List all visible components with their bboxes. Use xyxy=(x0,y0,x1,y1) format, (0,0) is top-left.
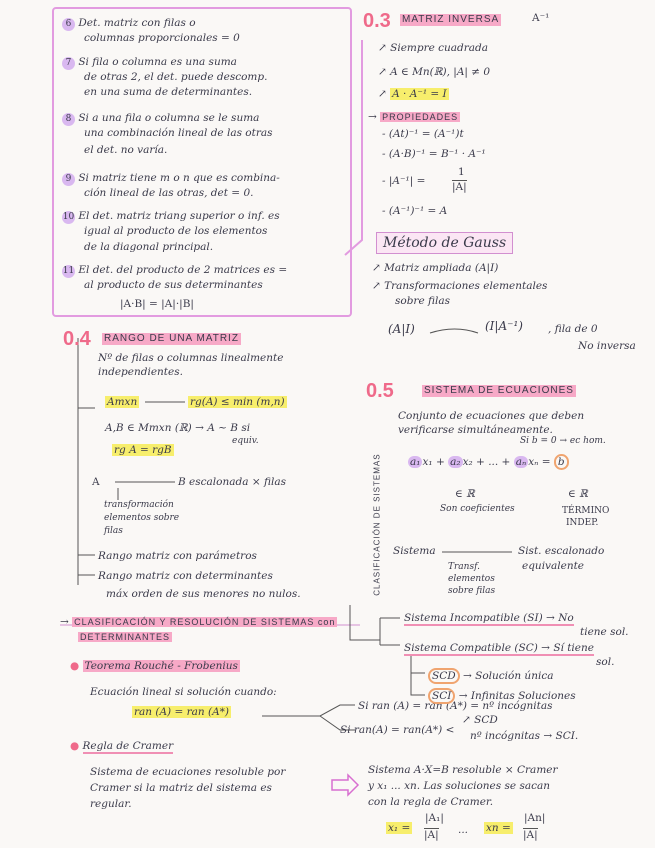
text: Sist. escalonado xyxy=(518,545,605,557)
fraction-denominator: |A| xyxy=(452,181,467,193)
item-11 xyxy=(62,264,287,278)
formula: rg A = rgB xyxy=(114,444,172,456)
text: Siempre cuadrada xyxy=(390,42,489,54)
properties-label: PROPIEDADES xyxy=(382,112,459,122)
item-text: Si matriz tiene m o n que es combina- xyxy=(78,172,280,184)
indep-term: b xyxy=(554,454,569,470)
text: Transformaciones elementales xyxy=(384,280,548,292)
text-line: - |A⁻¹| = xyxy=(382,175,426,187)
title: DETERMINANTES xyxy=(80,632,171,642)
number-badge: 8 xyxy=(62,113,75,126)
text-line xyxy=(428,688,576,704)
list-item: ● Regla de Cramer xyxy=(70,740,174,752)
text-line: con la regla de Cramer. xyxy=(368,796,494,808)
section-title: MATRIZ INVERSA xyxy=(402,14,500,25)
text: → Solución única xyxy=(463,670,554,682)
text-line: independientes. xyxy=(98,366,183,378)
formula: A xyxy=(92,476,100,488)
text: equiv. xyxy=(232,436,259,446)
formula: x₁ = xyxy=(388,822,411,834)
text-line: Si ran(A) = ran(A*) < xyxy=(340,724,455,736)
text-line: Ecuación lineal si solución cuando: xyxy=(90,686,277,698)
side-label: CLASIFICACIÓN DE SISTEMAS xyxy=(372,453,382,596)
text: sobre filas xyxy=(448,586,496,596)
text-line: ↗ Transformaciones elementales xyxy=(372,280,548,292)
item-text: Det. matriz con filas o xyxy=(78,17,196,29)
text-line: → PROPIEDADES xyxy=(368,111,459,123)
text-line: Si ran (A) = ran (A*) = nº incógnitas xyxy=(358,700,553,712)
text-line: ↗ A · A⁻¹ = I xyxy=(378,88,447,100)
gauss-title: Método de Gauss xyxy=(376,232,513,254)
text: elementos sobre xyxy=(104,513,180,523)
item-6 xyxy=(62,17,196,31)
text: INDEP. xyxy=(566,518,599,528)
rouche-title: Teorema Rouché - Frobenius xyxy=(84,660,238,672)
formula: rg(A) ≤ min (m,n) xyxy=(190,396,285,408)
text: tiene sol. xyxy=(580,626,629,638)
text: sobre filas xyxy=(395,295,451,307)
formula: (I|A⁻¹) xyxy=(485,319,523,333)
fraction-numerator: 1 xyxy=(458,166,465,178)
text: B escalonada × filas xyxy=(178,476,286,488)
fraction-denominator: |A| xyxy=(523,829,538,841)
text-line: Sistema de ecuaciones resoluble por xyxy=(90,766,286,778)
text: transformación xyxy=(104,500,174,510)
text: ∈ ℝ xyxy=(455,488,475,500)
clasif-title: → CLASIFICACIÓN Y RESOLUCIÓN DE SISTEMAS con xyxy=(60,616,336,628)
formula: (At)⁻¹ = (A⁻¹)t xyxy=(388,128,464,140)
text: x₂ + ... + xyxy=(462,456,511,468)
section-number: 0.5 xyxy=(366,380,394,402)
text: ∈ ℝ xyxy=(568,488,588,500)
text-line: Rango matriz con parámetros xyxy=(98,550,257,562)
item-text: ción lineal de las otras, det = 0. xyxy=(84,187,254,199)
inverse-symbol: A⁻¹ xyxy=(532,12,550,24)
number-badge: 10 xyxy=(62,212,75,222)
formula: |A·B| = |A|·|B| xyxy=(120,298,194,310)
text-line: A,B ∈ Mmxn (ℝ) → A ~ B si xyxy=(105,422,251,434)
section-title: SISTEMA DE ECUACIONES xyxy=(424,385,574,396)
item-7 xyxy=(62,56,237,70)
text: Si b = 0 → ec hom. xyxy=(520,436,606,446)
text: , fila de 0 xyxy=(548,323,598,335)
text: No inversa xyxy=(578,340,636,352)
item-10 xyxy=(62,210,280,224)
coef: a₁ xyxy=(410,456,421,468)
text-line: ↗ A ∈ Mn(ℝ), |A| ≠ 0 xyxy=(378,66,491,78)
text-line: - (A⁻¹)⁻¹ = A xyxy=(382,205,448,217)
section-number: 0.4 xyxy=(63,328,91,350)
formula: ran (A) = ran (A*) xyxy=(134,706,230,718)
text: → Infinitas Soluciones xyxy=(458,690,576,702)
formula: Amxn xyxy=(107,396,138,408)
text-line: - (A·B)⁻¹ = B⁻¹ · A⁻¹ xyxy=(382,148,486,160)
text: Sistema Compatible (SC) → Sí tiene xyxy=(404,642,594,656)
text-line: - (At)⁻¹ = (A⁻¹)t xyxy=(382,128,464,140)
item-text: el det. no varía. xyxy=(84,144,168,156)
fraction-numerator: |An| xyxy=(524,812,546,824)
text: x₁ + xyxy=(422,456,445,468)
number-badge: 6 xyxy=(62,18,75,31)
text: elementos xyxy=(448,574,495,584)
text: ... xyxy=(458,824,469,836)
text-line: máx orden de sus menores no nulos. xyxy=(106,588,301,600)
text: SCD xyxy=(474,714,498,726)
text-line: y x₁ ... xn. Las soluciones se sacan xyxy=(368,780,550,792)
text-line: Rango matriz con determinantes xyxy=(98,570,273,582)
formula: A · A⁻¹ = I xyxy=(392,88,447,100)
number-badge: 7 xyxy=(62,57,75,70)
section-title: RANGO DE UNA MATRIZ xyxy=(104,333,239,344)
text: A ∈ Mn(ℝ), |A| ≠ 0 xyxy=(390,66,491,78)
item-9 xyxy=(62,172,280,186)
scd-label: SCD xyxy=(428,668,460,684)
text: equivalente xyxy=(522,560,585,572)
cramer-title: Regla de Cramer xyxy=(82,740,174,752)
formula: xn = xyxy=(486,822,511,834)
fraction-denominator: |A| xyxy=(424,829,439,841)
text: filas xyxy=(104,526,123,536)
text: fila de 0 xyxy=(554,323,598,335)
fraction-numerator: |A₁| xyxy=(425,812,444,824)
text: TÉRMINO xyxy=(562,506,610,516)
item-text: de otras 2, el det. puede descomp. xyxy=(84,71,268,83)
number-badge: 9 xyxy=(62,173,75,186)
text-line: Conjunto de ecuaciones que deben xyxy=(398,410,585,422)
text: sol. xyxy=(596,656,615,668)
title: CLASIFICACIÓN Y RESOLUCIÓN DE SISTEMAS con xyxy=(74,617,336,627)
text-line xyxy=(428,668,553,684)
text-line: regular. xyxy=(90,798,132,810)
text-line: ↗ Matriz ampliada (A|I) xyxy=(372,262,499,274)
item-8 xyxy=(62,112,259,126)
equation xyxy=(408,454,569,470)
text-line: Sistema A·X=B resoluble × Cramer xyxy=(368,764,558,776)
sci-label: SCI xyxy=(428,688,455,704)
item-text: Si fila o columna es una suma xyxy=(78,56,237,68)
text: ↗ SCD xyxy=(462,714,498,726)
text: xₙ = xyxy=(528,456,551,468)
coef: a₂ xyxy=(450,456,461,468)
text-line: Nº de filas o columnas linealmente xyxy=(98,352,284,364)
item-text: al producto de sus determinantes xyxy=(84,279,263,291)
item-text: una combinación lineal de las otras xyxy=(84,127,273,139)
formula: (A·B)⁻¹ = B⁻¹ · A⁻¹ xyxy=(388,148,486,160)
formula: (A⁻¹)⁻¹ = A xyxy=(388,205,448,217)
coef: aₙ xyxy=(515,456,527,468)
item-text: El det. del producto de 2 matrices es = xyxy=(78,264,288,276)
number-badge: 11 xyxy=(62,266,75,276)
formula: (A|I) xyxy=(388,322,415,336)
item-text: columnas proporcionales = 0 xyxy=(84,32,240,44)
item-text: El det. matriz triang superior o inf. es xyxy=(78,210,280,222)
text-line: Cramer si la matriz del sistema es xyxy=(90,782,272,794)
text-line: verificarse simultáneamente. xyxy=(398,424,553,436)
text: Sistema Incompatible (SI) → No xyxy=(404,612,574,626)
text-line: ↗ Siempre cuadrada xyxy=(378,42,489,54)
text: Transf. xyxy=(448,562,480,572)
item-text: igual al producto de los elementos xyxy=(84,225,268,237)
list-item: ● Teorema Rouché - Frobenius xyxy=(70,660,238,672)
item-text: Si a una fila o columna se le suma xyxy=(78,112,260,124)
formula: |A⁻¹| = xyxy=(388,175,426,187)
text: Son coeficientes xyxy=(440,504,515,514)
item-text: en una suma de determinantes. xyxy=(84,86,253,98)
section-number: 0.3 xyxy=(363,10,391,32)
text: Sistema xyxy=(393,545,436,557)
item-text: de la diagonal principal. xyxy=(84,241,214,253)
text: Matriz ampliada (A|I) xyxy=(384,262,499,274)
text-line: nº incógnitas → SCI. xyxy=(470,730,579,742)
